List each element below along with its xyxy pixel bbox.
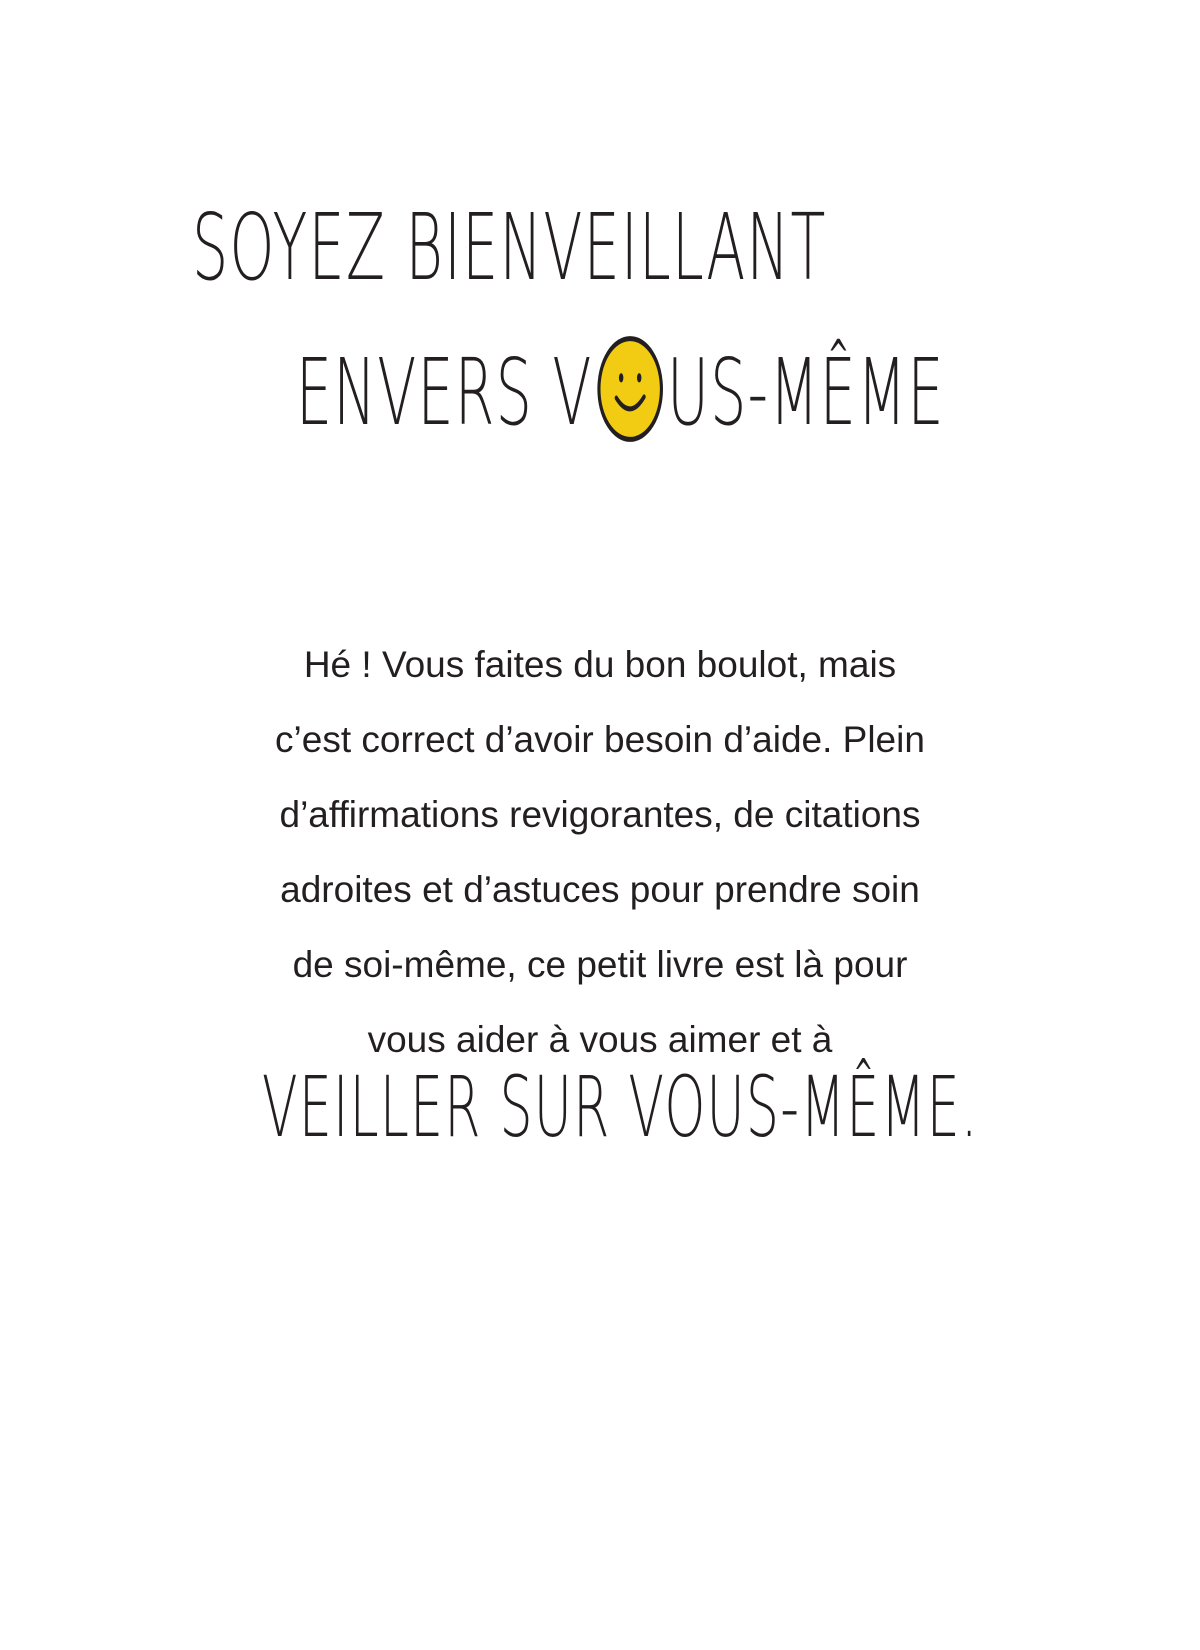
- body-line-3: d’affirmations revigorantes, de citations: [279, 794, 921, 835]
- closing-line: VEILLER SUR VOUS-MÊME.: [262, 1058, 979, 1156]
- title-line-2-start: ENVERS V: [296, 339, 593, 446]
- title-line-2-end: US-MÊME: [667, 339, 945, 446]
- title-line-1: SOYEZ BIENVEILLANT: [192, 194, 827, 301]
- body-line-5: de soi-même, ce petit livre est là pour: [292, 944, 908, 985]
- body-line-2: c’est correct d’avoir besoin d’aide. Plein: [275, 719, 925, 760]
- smiley-face-icon: [595, 333, 664, 445]
- title-line-2: [296, 333, 945, 453]
- body-line-1: Hé ! Vous faites du bon boulot, mais: [303, 644, 897, 685]
- body-line-4: adroites et d’astuces pour prendre soin: [280, 869, 920, 910]
- body-paragraph: [150, 627, 1050, 1077]
- body-line-6: vous aider à vous aimer et à: [367, 1019, 833, 1060]
